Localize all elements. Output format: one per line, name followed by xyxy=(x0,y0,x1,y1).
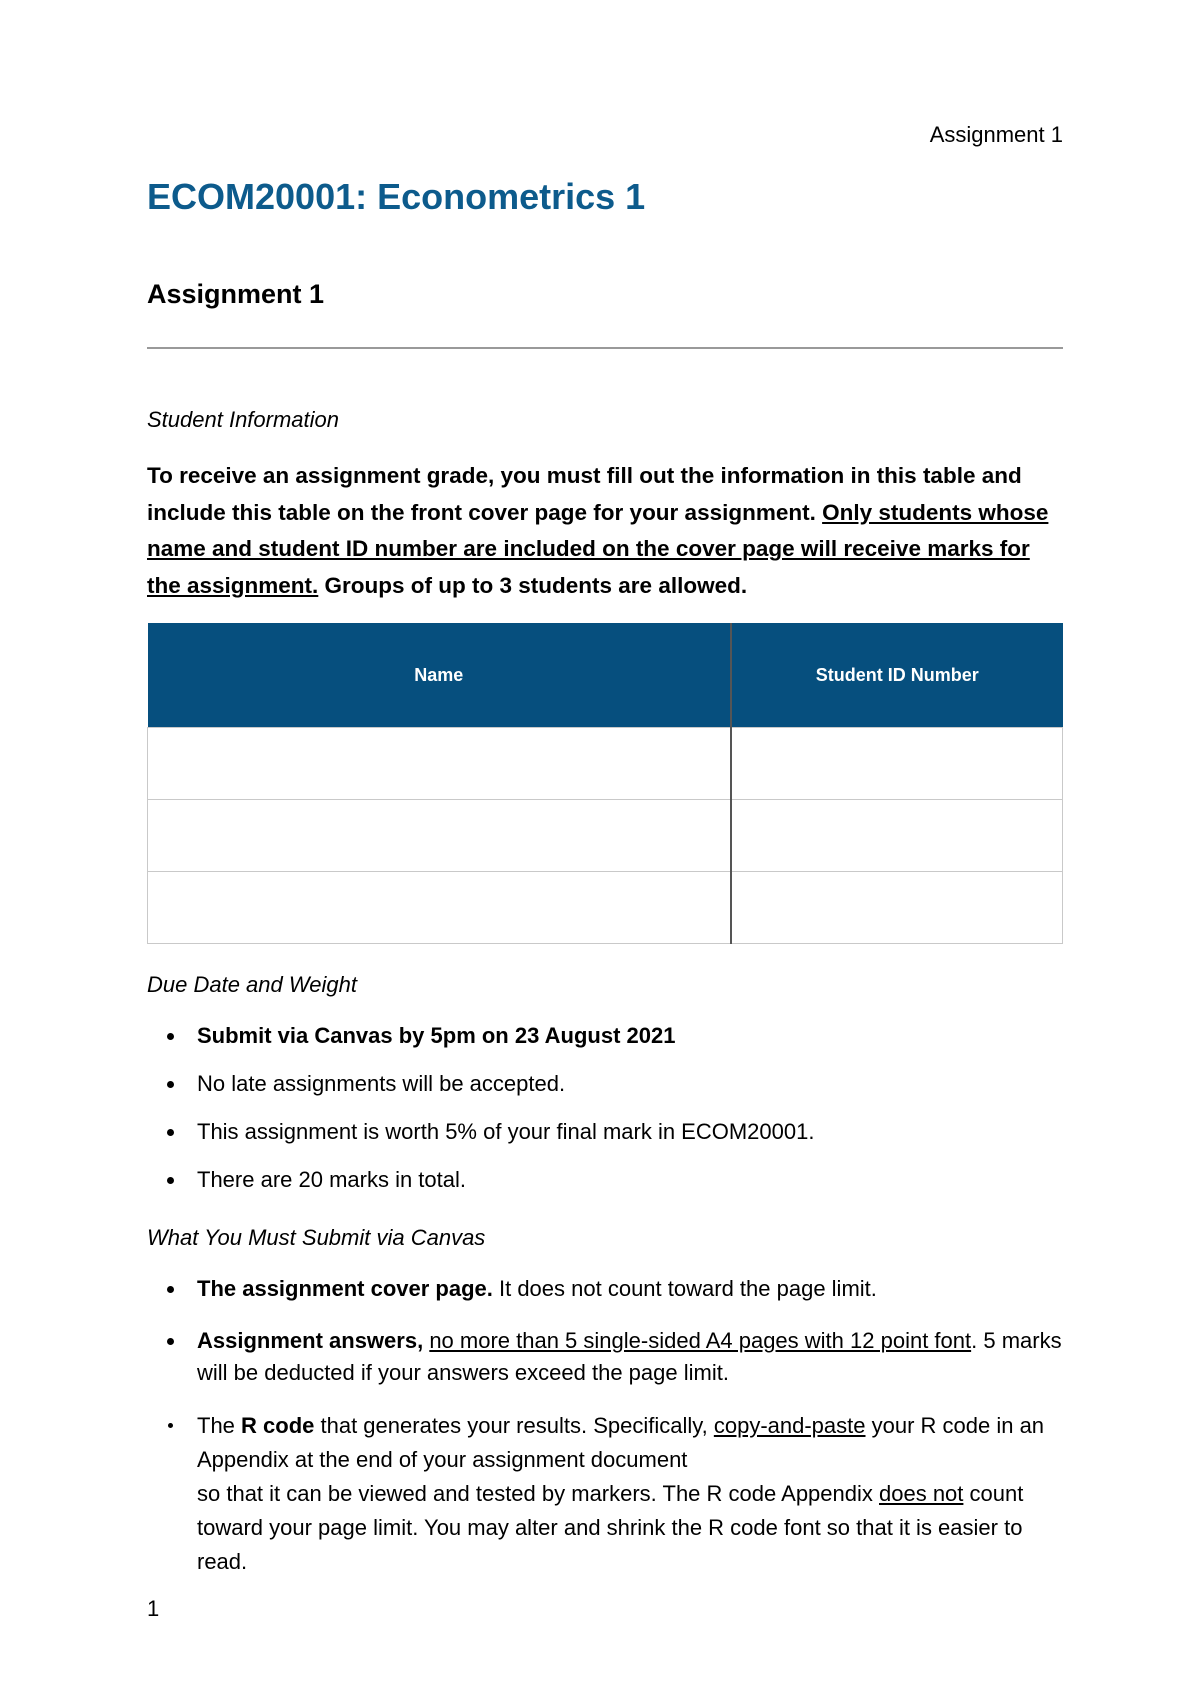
list-item xyxy=(147,1116,1067,1148)
bullet-icon xyxy=(167,1033,174,1040)
bullet-icon xyxy=(167,1129,174,1136)
copy-paste-text: copy-and-paste xyxy=(713,1413,866,1438)
list-item xyxy=(147,1325,1067,1389)
table-row xyxy=(148,800,1063,872)
list-item xyxy=(147,1068,1067,1100)
due-item-text: This assignment is worth 5% of your final mark in ECOM20001. xyxy=(197,1119,815,1144)
list-item xyxy=(147,1164,1067,1196)
intro-text-end: Groups of up to 3 students are allowed. xyxy=(318,572,748,598)
does-not-text: does not xyxy=(879,1481,964,1506)
student-id-cell[interactable] xyxy=(731,728,1063,800)
answers-label: Assignment answers, xyxy=(197,1328,424,1353)
table-row xyxy=(148,728,1063,800)
due-item-text: No late assignments will be accepted. xyxy=(197,1071,566,1096)
horizontal-divider xyxy=(147,347,1063,349)
document-title: ECOM20001: Econometrics 1 xyxy=(147,176,646,217)
rcode-text: so that it can be viewed and tested by markers. The R code Appendix xyxy=(197,1481,879,1506)
bullet-icon xyxy=(167,1081,174,1088)
bullet-icon xyxy=(167,1286,174,1293)
bullet-icon xyxy=(167,1177,174,1184)
name-cell[interactable] xyxy=(148,728,732,800)
list-item xyxy=(147,1273,1067,1305)
bullet-icon xyxy=(168,1423,173,1428)
page-number: 1 xyxy=(147,1596,160,1621)
due-item-text: Submit via Canvas by 5pm on 23 August 2021 xyxy=(197,1023,676,1048)
answers-text: . 5 marks will be deducted if your answers exceed the page limit. xyxy=(197,1328,1062,1385)
cover-page-text: It does not count toward the page limit. xyxy=(492,1276,877,1301)
due-date-list xyxy=(147,1020,1067,1196)
name-column-header: Name xyxy=(148,623,732,728)
student-id-cell[interactable] xyxy=(731,872,1063,944)
bullet-icon xyxy=(167,1338,174,1345)
table-header-row xyxy=(148,623,1063,728)
due-item-text: There are 20 marks in total. xyxy=(197,1167,467,1192)
name-cell[interactable] xyxy=(148,800,732,872)
rcode-label: R code xyxy=(241,1413,315,1438)
running-header: Assignment 1 xyxy=(929,122,1063,147)
student-info-table xyxy=(147,623,1063,944)
rcode-text: that generates your results. Specifically, xyxy=(314,1413,714,1438)
cover-page-label: The assignment cover page. xyxy=(197,1276,493,1301)
rcode-text: your R code in an Appendix at the end of your assignment document xyxy=(197,1413,1045,1472)
student-info-intro xyxy=(147,458,1067,604)
intro-text: To receive an assignment grade, you must fill out the information in this table and include this table on the front cover page for your assignment. xyxy=(147,463,1022,525)
list-item xyxy=(147,1020,1067,1052)
student-id-cell[interactable] xyxy=(731,800,1063,872)
submission-list xyxy=(147,1273,1067,1579)
name-cell[interactable] xyxy=(148,872,732,944)
submission-heading: What You Must Submit via Canvas xyxy=(147,1225,486,1250)
table-row xyxy=(148,872,1063,944)
intro-underlined-text: Only students whose name and student ID number are included on the cover page will receive marks for the assignment. xyxy=(147,499,1049,598)
document-subtitle: Assignment 1 xyxy=(147,279,325,309)
student-info-heading: Student Information xyxy=(147,407,340,432)
due-date-heading: Due Date and Weight xyxy=(147,972,357,997)
student-id-column-header: Student ID Number xyxy=(731,623,1063,728)
rcode-text: count toward your page limit. You may alter and shrink the R code font so that it is easier to read. xyxy=(197,1481,1024,1574)
rcode-text: The xyxy=(197,1413,242,1438)
list-item xyxy=(147,1409,1067,1579)
page-limit-text: no more than 5 single-sided A4 pages with 12 point font xyxy=(429,1328,972,1353)
